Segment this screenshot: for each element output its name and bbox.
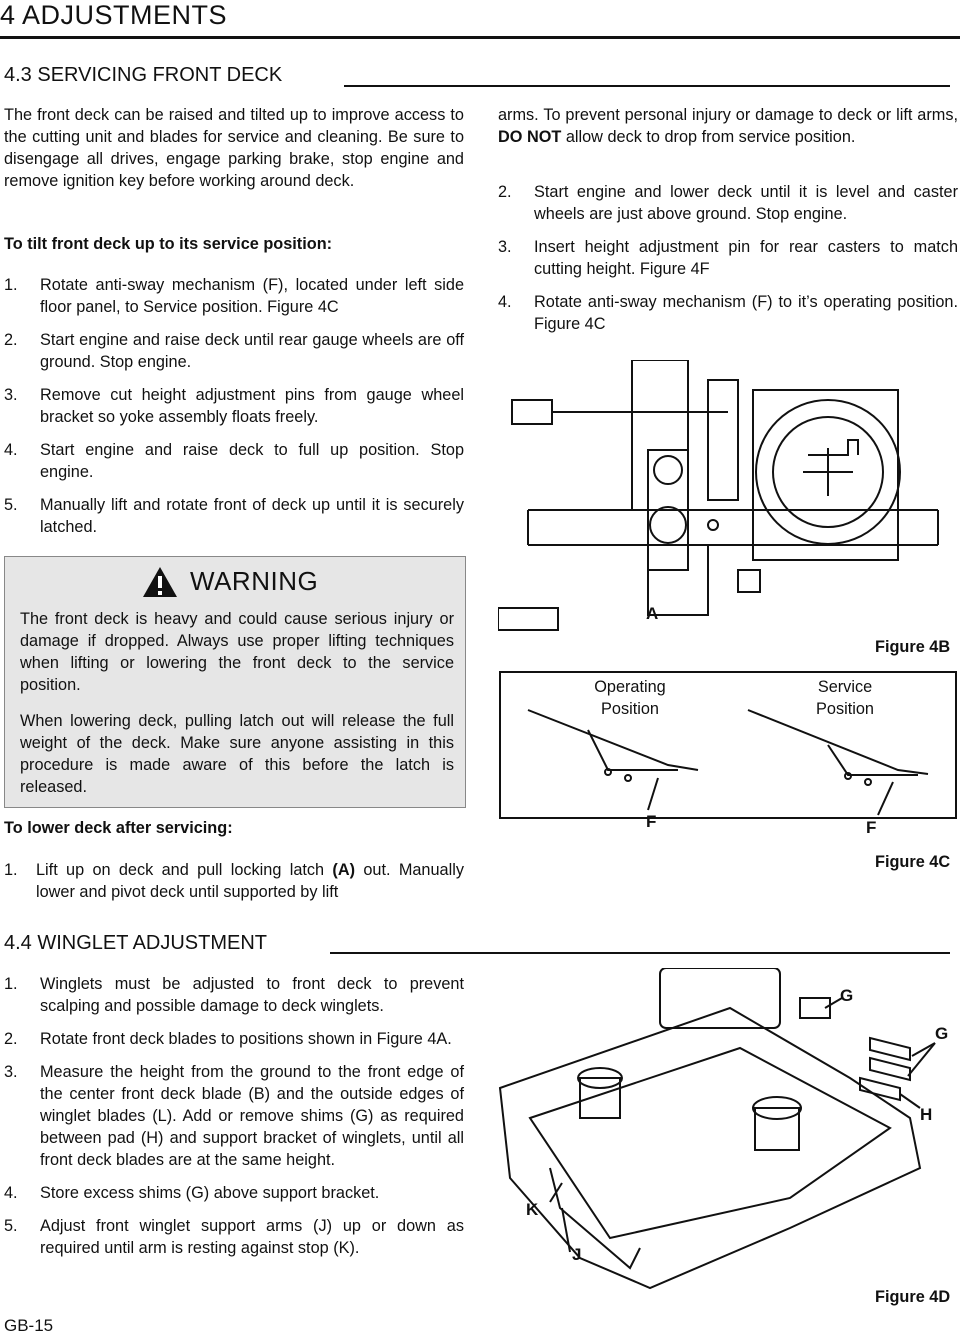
list-item: 3. Remove cut height adjustment pins from gauge wheel bracket so yoke assembly floats freely. [4, 386, 464, 426]
list-item: 1. Rotate anti-sway mechanism (F), located under left side floor panel, to Service position. Figure 4C [4, 276, 464, 316]
figure-4d-label-k: K [526, 1200, 539, 1219]
list-item: 2. Rotate front deck blades to positions shown in Figure 4A. [4, 1030, 452, 1048]
warning-paragraph-1: The front deck is heavy and could cause serious injury or damage if dropped. Always use proper lifting techniques when lifting or lowering the front deck to the service position. [20, 610, 454, 694]
figure-4d-label-g-right: G [935, 1024, 949, 1043]
tilt-heading: To tilt front deck up to its service position: [4, 235, 333, 253]
figure-4c-operating-label: Operating Position [594, 678, 666, 718]
page-number: GB-15 [4, 1316, 54, 1335]
list-item: 4. Rotate anti-sway mechanism (F) to it’s operating position. Figure 4C [498, 293, 958, 333]
figure-4d-caption: Figure 4D [875, 1288, 951, 1306]
list-item: 3. Insert height adjustment pin for rear casters to match cutting height. Figure 4F [498, 238, 958, 278]
list-item: 4. Store excess shims (G) above support bracket. [4, 1184, 380, 1202]
section-4-4-rule [330, 952, 950, 954]
list-item: 2. Start engine and raise deck until rear gauge wheels are off ground. Stop engine. [4, 331, 464, 371]
header-rule [0, 36, 960, 39]
lower-steps-list [498, 181, 958, 346]
figure-4d-illustration [490, 968, 960, 1296]
section-4-3-title: 4.3 SERVICING FRONT DECK [4, 64, 283, 86]
list-item: 1. Winglets must be adjusted to front deck to prevent scalping and possible damage to deck winglets. [4, 975, 464, 1015]
figure-4c-service-label: Service Position [816, 678, 874, 718]
list-item: 4. Start engine and raise deck to full up position. Stop engine. [4, 441, 464, 481]
page-header-title: 4 ADJUSTMENTS [0, 0, 228, 30]
warning-triangle-icon [142, 566, 178, 598]
figure-4d-label-g-top: G [840, 986, 854, 1005]
list-item: 5. Manually lift and rotate front of deck up until it is securely latched. [4, 496, 464, 536]
intro-paragraph: The front deck can be raised and tilted up to improve access to the cutting unit and blades for service and cleaning. Be sure to disengage all drives, engage parking brake, stop engine and remove ignition key before working around deck. [4, 106, 464, 190]
figure-4b-label-a: A [646, 604, 659, 623]
tilt-steps-list [4, 274, 464, 549]
figure-4b-illustration [498, 360, 960, 632]
lower-heading: To lower deck after servicing: [4, 819, 233, 837]
figure-4d-label-h: H [920, 1105, 933, 1124]
figure-4b-caption: Figure 4B [875, 638, 951, 656]
figure-4c-label-f-service: F [866, 818, 877, 837]
section-4-3-rule [344, 85, 950, 87]
lower-step-1-continued: arms. To prevent personal injury or damage to deck or lift arms, DO NOT allow deck to drop from service position. [498, 106, 958, 146]
figure-4c-caption: Figure 4C [875, 853, 951, 871]
list-item: 3. Measure the height from the ground to the front edge of the center front deck blade (B) and the outside edges of winglet blades (L). Add or remove shims (G) as required between pad (H) and support bracket of winglets, until all front deck blades are at the same height. [4, 1063, 464, 1169]
figure-4d-label-j: J [572, 1245, 582, 1264]
warning-paragraph-2: When lowering deck, pulling latch out will release the full weight of the deck. Make sure anyone assisting in this procedure is made aware of this before the latch is released. [20, 712, 454, 796]
list-item: 5. Adjust front winglet support arms (J) up or down as required until arm is resting against stop (K). [4, 1217, 464, 1257]
lower-step-1: 1. Lift up on deck and pull locking latch (A) out. Manually lower and pivot deck until supported by lift [4, 861, 464, 901]
list-item: 2. Start engine and lower deck until it is level and caster wheels are just above ground. Stop engine. [498, 183, 958, 223]
winglet-steps-list [4, 973, 464, 1270]
section-4-4-title: 4.4 WINGLET ADJUSTMENT [4, 932, 268, 954]
figure-4c-label-f-operating: F [646, 812, 657, 831]
warning-title: WARNING [190, 566, 319, 596]
